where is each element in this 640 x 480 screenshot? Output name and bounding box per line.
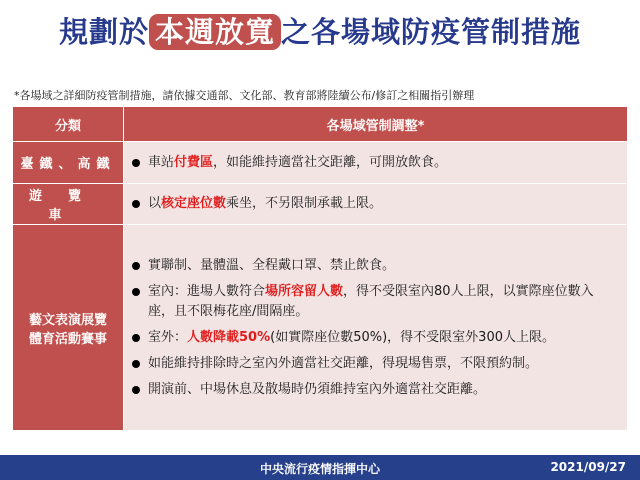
row-category: 藝文表演展覽 體育活動賽事 [13,225,124,431]
table-row [13,184,628,225]
row-measures [124,225,628,431]
header-measures: 各場域管制調整* [124,107,628,142]
footnote: *各場域之詳細防疫管制措施，請依據交通部、文化部、教育部將陸續公布/修訂之相關指引辦理 [14,89,475,102]
row-category: 臺鐵、高鐵 [13,142,124,184]
bullet-icon [132,360,140,368]
list-item: 車站付費區，如能維持適當社交距離，可開放飲食。 [132,153,619,173]
table-header-row [13,107,628,142]
list-item: 室外：人數降載50%(如實際座位數50%)，得不受限室外300人上限。 [132,328,619,348]
bullet-icon [132,200,140,208]
row-measures [124,184,628,225]
footer-bar [0,455,640,480]
list-item: 以核定座位數乘坐，不另限制承載上限。 [132,194,619,214]
list-item: 室內：進場人數符合場所容留人數，得不受限室內80人上限，以實際座位數入座，且不限梅花座/間隔座。 [132,282,619,322]
footer-date: 2021/09/27 [550,460,626,474]
bullet-icon [132,288,140,296]
bullet-icon [132,334,140,342]
bullet-icon [132,159,140,167]
title-highlight: 本週放寬 [149,14,281,50]
list-item: 實聯制、量體溫、全程戴口罩、禁止飲食。 [132,256,619,276]
row-measures [124,142,628,184]
title-suffix: 之各場域防疫管制措施 [281,15,582,49]
table-row [13,225,628,431]
page-title [0,10,640,54]
bullet-icon [132,386,140,394]
list-item: 開演前、中場休息及散場時仍須維持室內外適當社交距離。 [132,380,619,400]
title-prefix: 規劃於 [58,15,149,49]
header-category: 分類 [13,107,124,142]
footer-org: 中央流行疫情指揮中心 [259,462,380,476]
list-item: 如能維持排除時之室內外適當社交距離，得現場售票，不限預約制。 [132,354,619,374]
row-category: 遊覽車 [13,184,124,225]
measures-table [12,106,628,431]
table-row [13,142,628,184]
bullet-icon [132,262,140,270]
